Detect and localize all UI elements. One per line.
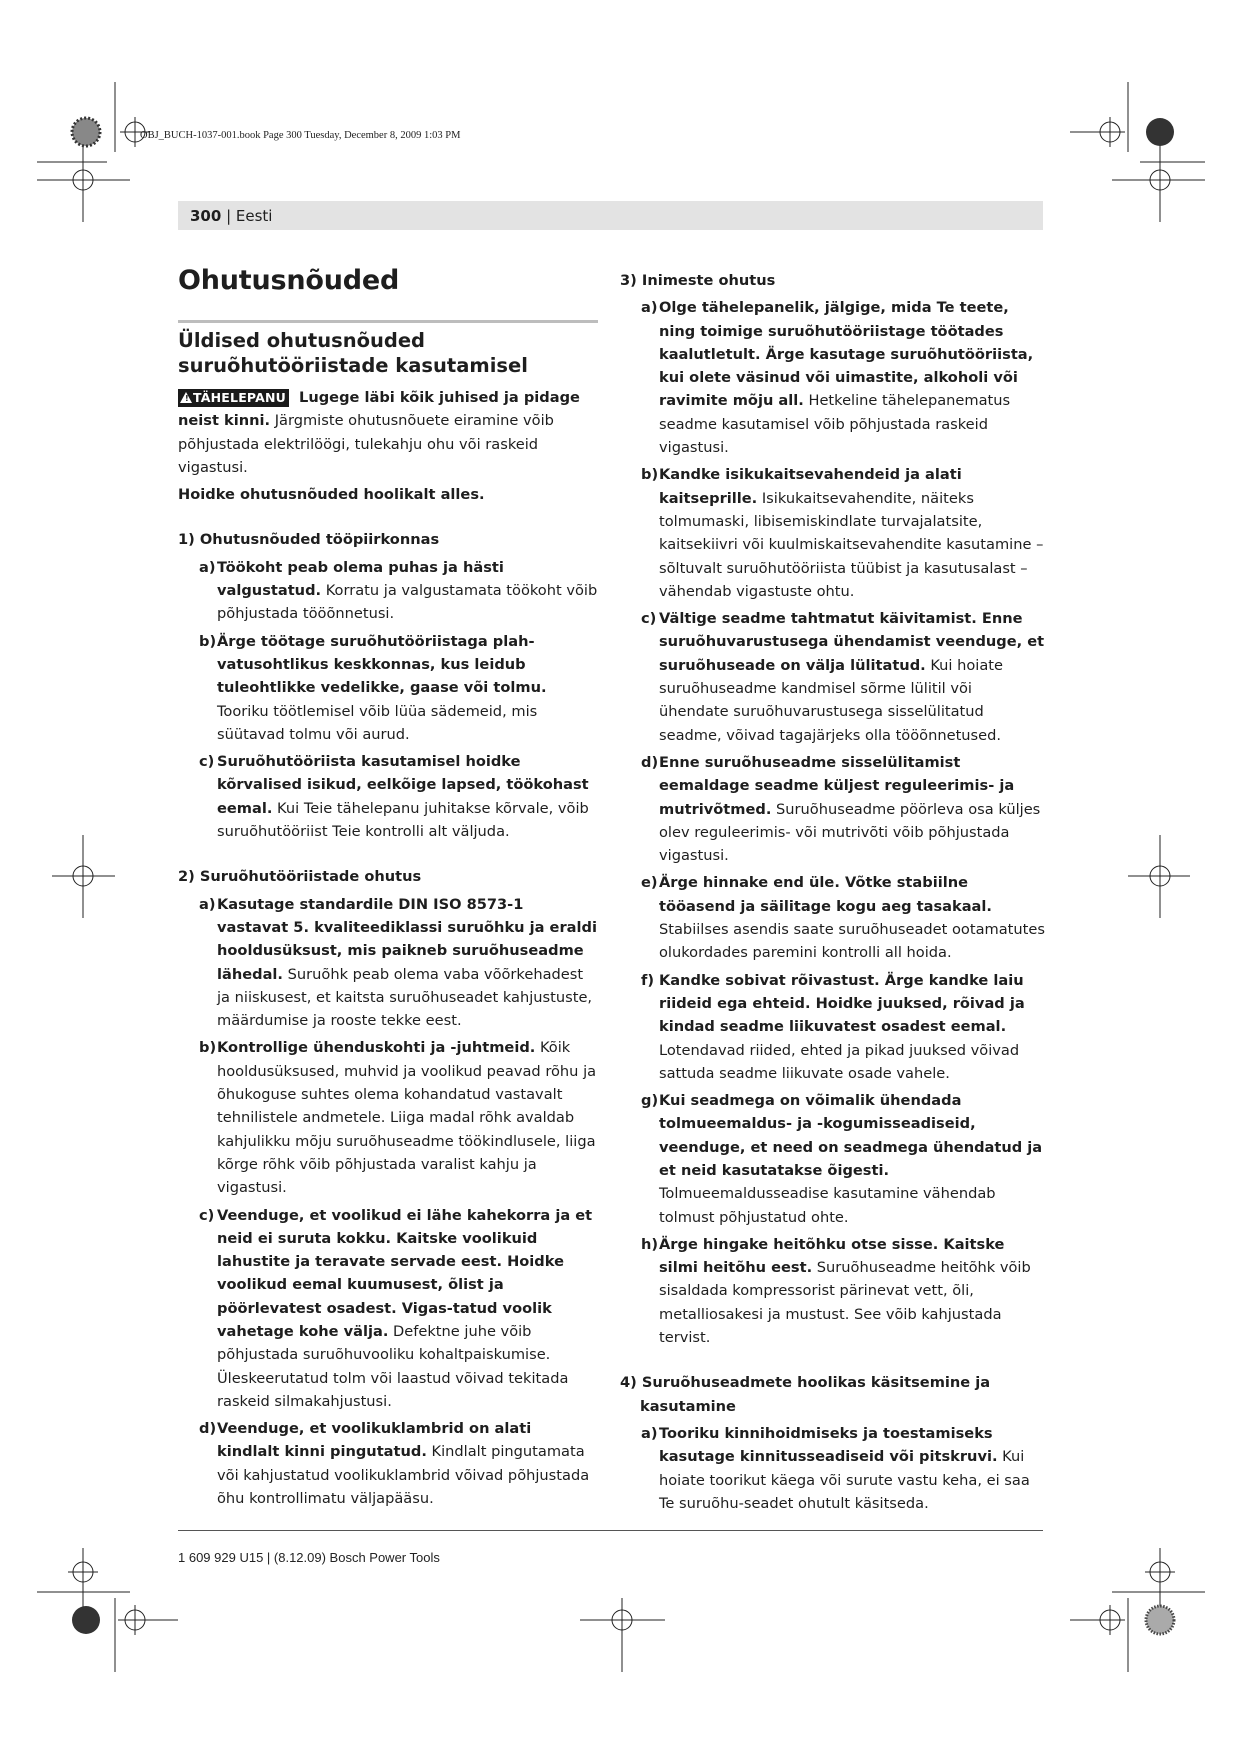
item-label: b) xyxy=(641,466,659,484)
warning-paragraph xyxy=(178,386,598,479)
warning-triangle-icon: ! xyxy=(180,392,192,403)
list-item xyxy=(178,556,598,626)
list-item xyxy=(620,871,1045,964)
item-text: Hetkeline tähelepanematus seadme kasutamisel võib põhjustada raskeid vigastusi. xyxy=(659,392,1011,457)
section-1-heading: 1) Ohutusnõuded tööpiirkonnas xyxy=(178,531,440,549)
item-bold-text: Kasutage standardile DIN ISO 8573-1 vastavat 5. kvaliteediklassi suruõhku ja eraldi hooldusüksust, mis paikneb suruõhuseadme lähedal. xyxy=(217,895,597,983)
item-text: Lotendavad riided, ehted ja pikad juuksed võivad sattuda seadme liikuvate osade vahele. xyxy=(659,1041,1020,1082)
warning-text: Järgmiste ohutusnõuete eiramine võib põhjustada elektrilöögi, tulekahju ohu või raskeid vigastusi. xyxy=(178,412,554,476)
item-text: Suruõhuseadme heitõhk võib sisaldada kompressorist pärinevat vett, õli, metalliosakesi ja mustust. See võib kahjustada tervist. xyxy=(659,1259,1031,1347)
item-text: Isikukaitsevahendite, näiteks tolmumaski, libisemiskindlate turvajalatsite, kaitsekiivri või kuulmiskaitsevahendite kasutamine – sõltuvalt suruõhutööriista tüübist ja kasutusalast – vähendab vigastuste ohtu. xyxy=(659,489,1044,600)
item-text: Tolmueemaldusseadise kasutamine vähendab tolmust põhjustatud ohte. xyxy=(659,1185,996,1226)
item-bold-text: Olge tähelepanelik, jälgige, mida Te teete, ning toimige suruõhutööriistage töötades kaalutletult. Ärge kasutage suruõhutööriista, kui olete väsinud või uimastite, alkoholi või ravimite mõju all. xyxy=(659,299,1034,410)
title-rule xyxy=(178,320,598,323)
list-item xyxy=(620,463,1045,603)
item-label: a) xyxy=(199,558,216,576)
item-text: Kui hoiate suruõhuseadme kandmisel sõrme lülitil või ühendate suruõhuvarustusega sisselülitatud seadme, võivad tagajärjeks olla tööõnnetused. xyxy=(659,656,1004,744)
item-text: Kui hoiate toorikut käega või surute vastu keha, ei saa Te suruõhu-seadet ohutult käsitseda. xyxy=(659,1448,1030,1512)
item-text: Stabiilses asendis saate suruõhuseadet ootamatutes olukordades paremini kontrolli all hoida. xyxy=(659,921,1045,962)
list-item xyxy=(178,1204,598,1414)
list-item xyxy=(178,1417,598,1510)
right-column xyxy=(620,269,1045,1519)
list-item xyxy=(620,607,1045,747)
list-item xyxy=(620,751,1045,867)
warning-badge-label: TÄHELEPANU xyxy=(193,390,287,405)
header-language: Eesti xyxy=(235,207,273,225)
item-label: d) xyxy=(199,1420,217,1438)
item-label: g) xyxy=(641,1092,659,1110)
item-bold-text: Töökoht peab olema puhas ja hästi valgustatud. xyxy=(217,558,504,600)
header-separator: | xyxy=(221,207,236,225)
list-item xyxy=(620,969,1045,1085)
item-bold-text: Vältige seadme tahtmatut käivitamist. Enne suruõhuvarustusega ühendamist veenduge, et suruõhuseade on välja lülitatud. xyxy=(659,610,1045,674)
item-text: Kõik hooldusüksused, muhvid ja voolikud peavad rõhu ja õhukoguse suhtes olema kohandatud vastavalt tehnilistele andmetele. Liiga madal rõhk avaldab kahjulikku mõju suruõhuseadme töökindlusele, liiga kõrge rõhk võib põhjustada varalist kahju ja vigastusi. xyxy=(217,1039,597,1197)
item-bold-text: Ärge hingake heitõhku otse sisse. Kaitske silmi heitõhu eest. xyxy=(659,1235,1005,1277)
page-number: 300 xyxy=(190,207,222,225)
item-bold-text: Kandke sobivat rõivastust. Ärge kandke laiu riideid ega ehteid. Hoidke juuksed, rõivad ja kindad seadme liikuvatest osadest eemal. xyxy=(659,971,1025,1036)
running-header xyxy=(178,201,1043,230)
list-item xyxy=(178,750,598,843)
item-label: f) xyxy=(641,971,655,989)
item-label: b) xyxy=(199,632,217,650)
item-bold-text: Ärge töötage suruõhutööriistaga plah-vatusohtlikus keskkonnas, kus leidub tuleohtlikke vedelikke, gaase või tolmu. xyxy=(217,632,547,697)
item-bold-text: Veenduge, et voolikuklambrid on alati kindlalt kinni pingutatud. xyxy=(217,1420,532,1461)
item-bold-text: Veenduge, et voolikud ei lähe kahekorra ja et neid ei suruta kokku. Kaitske voolikuid lahustite ja teravate servade eest. Hoidke voolikud eemal kuumusest, õlist ja pöörlevatest osadest. Vigas-tatud voolik vahetage kohe välja. xyxy=(217,1206,593,1340)
item-bold-text: Tooriku kinnihoidmiseks ja toestamiseks kasutage kinnitusseadiseid või pitskruvi. xyxy=(659,1424,998,1466)
list-item xyxy=(178,1036,598,1199)
item-label: c) xyxy=(199,753,215,771)
item-text: Suruõhuseadme pöörleva osa küljes olev reguleerimis- või mutrivõti võib põhjustada vigastusi. xyxy=(659,800,1041,865)
item-label: d) xyxy=(641,753,659,771)
item-label: a) xyxy=(641,299,658,317)
keep-instructions-note: Hoidke ohutusnõuded hoolikalt alles. xyxy=(178,486,485,504)
list-item xyxy=(178,893,598,1033)
item-text: Korratu ja valgustamata töökoht võib põhjustada tööõnnetusi. xyxy=(217,582,598,623)
page-title: Ohutusnõuded xyxy=(178,265,400,296)
item-label: c) xyxy=(199,1206,215,1224)
item-label: a) xyxy=(199,895,216,913)
footer-rule xyxy=(178,1530,1043,1531)
item-text: Defektne juhe võib põhjustada suruõhuvooliku kohaltpaiskumise. Üleskeerutatud tolm või laastud võivad tekitada raskeid silmakahjustusi. xyxy=(217,1322,569,1410)
item-label: a) xyxy=(641,1424,658,1442)
item-label: c) xyxy=(641,610,657,628)
item-text: Tooriku töötlemisel võib lüüa sädemeid, mis süütavad tolmu või aurud. xyxy=(217,702,538,743)
list-item xyxy=(620,1089,1045,1229)
item-bold-text: Kui seadmega on võimalik ühendada tolmueemaldus- ja -kogumisseadiseid, veenduge, et need on seadmega ühendatud ja et neid kasutatakse õigesti. xyxy=(659,1092,1043,1179)
section-3-heading: 3) Inimeste ohutus xyxy=(620,272,776,289)
footer-text: 1 609 929 U15 | (8.12.09) Bosch Power Tools xyxy=(178,1550,440,1565)
section-4-heading: 4) Suruõhuseadmete hoolikas käsitsemine ja kasutamine xyxy=(620,1374,991,1415)
list-item xyxy=(178,630,598,746)
item-label: h) xyxy=(641,1235,659,1253)
print-slug: OBJ_BUCH-1037-001.book Page 300 Tuesday, December 8, 2009 1:03 PM xyxy=(140,130,461,141)
item-bold-text: Kontrollige ühenduskohti ja -juhtmeid. xyxy=(217,1039,536,1057)
warning-bold-text: Lugege läbi kõik juhised ja pidage neist kinni. xyxy=(178,389,580,430)
item-text: Suruõhk peab olema vaba võõrkehadest ja niiskusest, et kaitsta suruõhuseadet kahjustuste, määrdumise ja rooste tekke eest. xyxy=(217,965,593,1030)
section-2-heading: 2) Suruõhutööriistade ohutus xyxy=(178,868,422,886)
item-bold-text: Kandke isikukaitsevahendeid ja alati kaitseprille. xyxy=(659,466,962,507)
item-text: Kindlalt pingutamata või kahjustatud voolikuklambrid võivad põhjustada õhu kontrollimatu väljapääsu. xyxy=(217,1443,590,1508)
list-item xyxy=(620,296,1045,459)
item-bold-text: Enne suruõhuseadme sisselülitamist eemaldage seadme küljest reguleerimis- ja mutrivõtmed. xyxy=(659,753,1015,818)
item-label: b) xyxy=(199,1039,217,1057)
list-item xyxy=(620,1422,1045,1515)
section-subtitle: Üldised ohutusnõuded suruõhutööriistade kasutamisel xyxy=(178,329,528,377)
item-text: Kui Teie tähelepanu juhitakse kõrvale, võib suruõhutööriist Teie kontrolli alt väljuda. xyxy=(217,799,589,841)
warning-badge xyxy=(178,389,289,407)
item-bold-text: Suruõhutööriista kasutamisel hoidke kõrvalised isikud, eelkõige lapsed, töökohast eemal. xyxy=(217,753,589,817)
item-label: e) xyxy=(641,874,658,892)
item-bold-text: Ärge hinnake end üle. Võtke stabiilne tööasend ja säilitage kogu aeg tasakaal. xyxy=(659,874,992,915)
list-item xyxy=(620,1233,1045,1349)
left-column xyxy=(178,264,598,1514)
